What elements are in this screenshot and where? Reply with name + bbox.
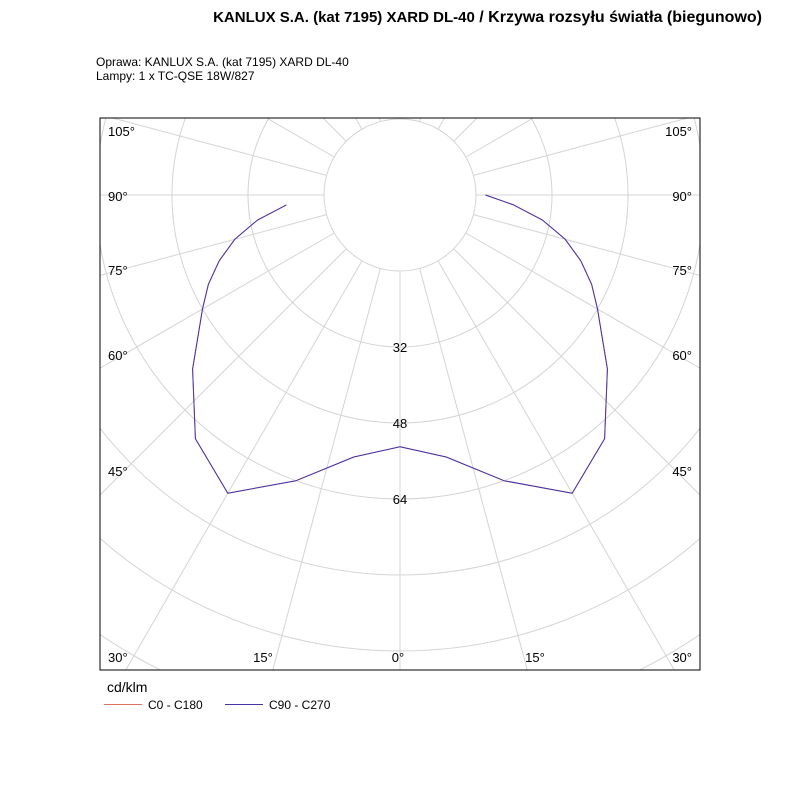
grid-spoke [466, 233, 800, 645]
angle-label-right: 45° [672, 464, 692, 479]
radial-tick-label: 64 [392, 492, 408, 507]
grid-spoke [420, 0, 633, 122]
grid-spoke [454, 249, 800, 800]
grid-ring [324, 119, 476, 271]
grid-spoke [420, 268, 633, 800]
radial-tick-label: 48 [392, 416, 408, 431]
grid-spoke [167, 268, 380, 800]
angle-label-bottom: 0° [391, 650, 405, 665]
radial-tick-label: 32 [392, 340, 408, 355]
grid-spoke [438, 0, 800, 129]
legend-label-c0-c180: C0 - C180 [148, 698, 203, 712]
grid-spoke [454, 0, 800, 141]
unit-label: cd/klm [107, 679, 148, 695]
grid-spoke [466, 0, 800, 157]
luminaire-info: Oprawa: KANLUX S.A. (kat 7195) XARD DL-40 [96, 55, 349, 69]
grid-spoke [0, 0, 327, 175]
angle-label-right: 30° [672, 650, 692, 665]
grid-spoke [167, 0, 380, 122]
angle-label-right: 105° [665, 124, 692, 139]
grid-spoke [0, 0, 362, 129]
title-curve-type: Krzywa rozsyłu światła (biegunowo) [488, 9, 762, 26]
grid-spoke [0, 233, 334, 645]
grid-spoke [0, 215, 327, 428]
angle-label-left: 45° [108, 464, 128, 479]
legend-label-c90-c270: C90 - C270 [269, 698, 331, 712]
angle-label-left: 90° [108, 189, 128, 204]
angle-label-bottom: 15° [253, 650, 273, 665]
grid-spoke [473, 215, 800, 428]
grid-spoke [0, 261, 362, 800]
grid-spoke [0, 0, 334, 157]
grid-spoke [0, 249, 346, 800]
legend-swatch-c0-c180 [104, 704, 142, 705]
angle-label-right: 90° [672, 189, 692, 204]
angle-label-left: 60° [108, 348, 128, 363]
grid-spoke [0, 0, 346, 141]
angle-label-left: 105° [108, 124, 135, 139]
angle-label-right: 75° [672, 263, 692, 278]
legend-swatch-c90-c270 [225, 704, 263, 705]
angle-label-right: 60° [672, 348, 692, 363]
grid-spoke [438, 261, 800, 800]
lamps-info: Lampy: 1 x TC-QSE 18W/827 [96, 69, 255, 83]
angle-label-left: 75° [108, 263, 128, 278]
angle-label-bottom: 15° [525, 650, 545, 665]
title-separator: / [474, 9, 489, 26]
angle-label-left: 30° [108, 650, 128, 665]
title-luminaire: KANLUX S.A. (kat 7195) XARD DL-40 [213, 9, 475, 26]
grid-spoke [473, 0, 800, 175]
